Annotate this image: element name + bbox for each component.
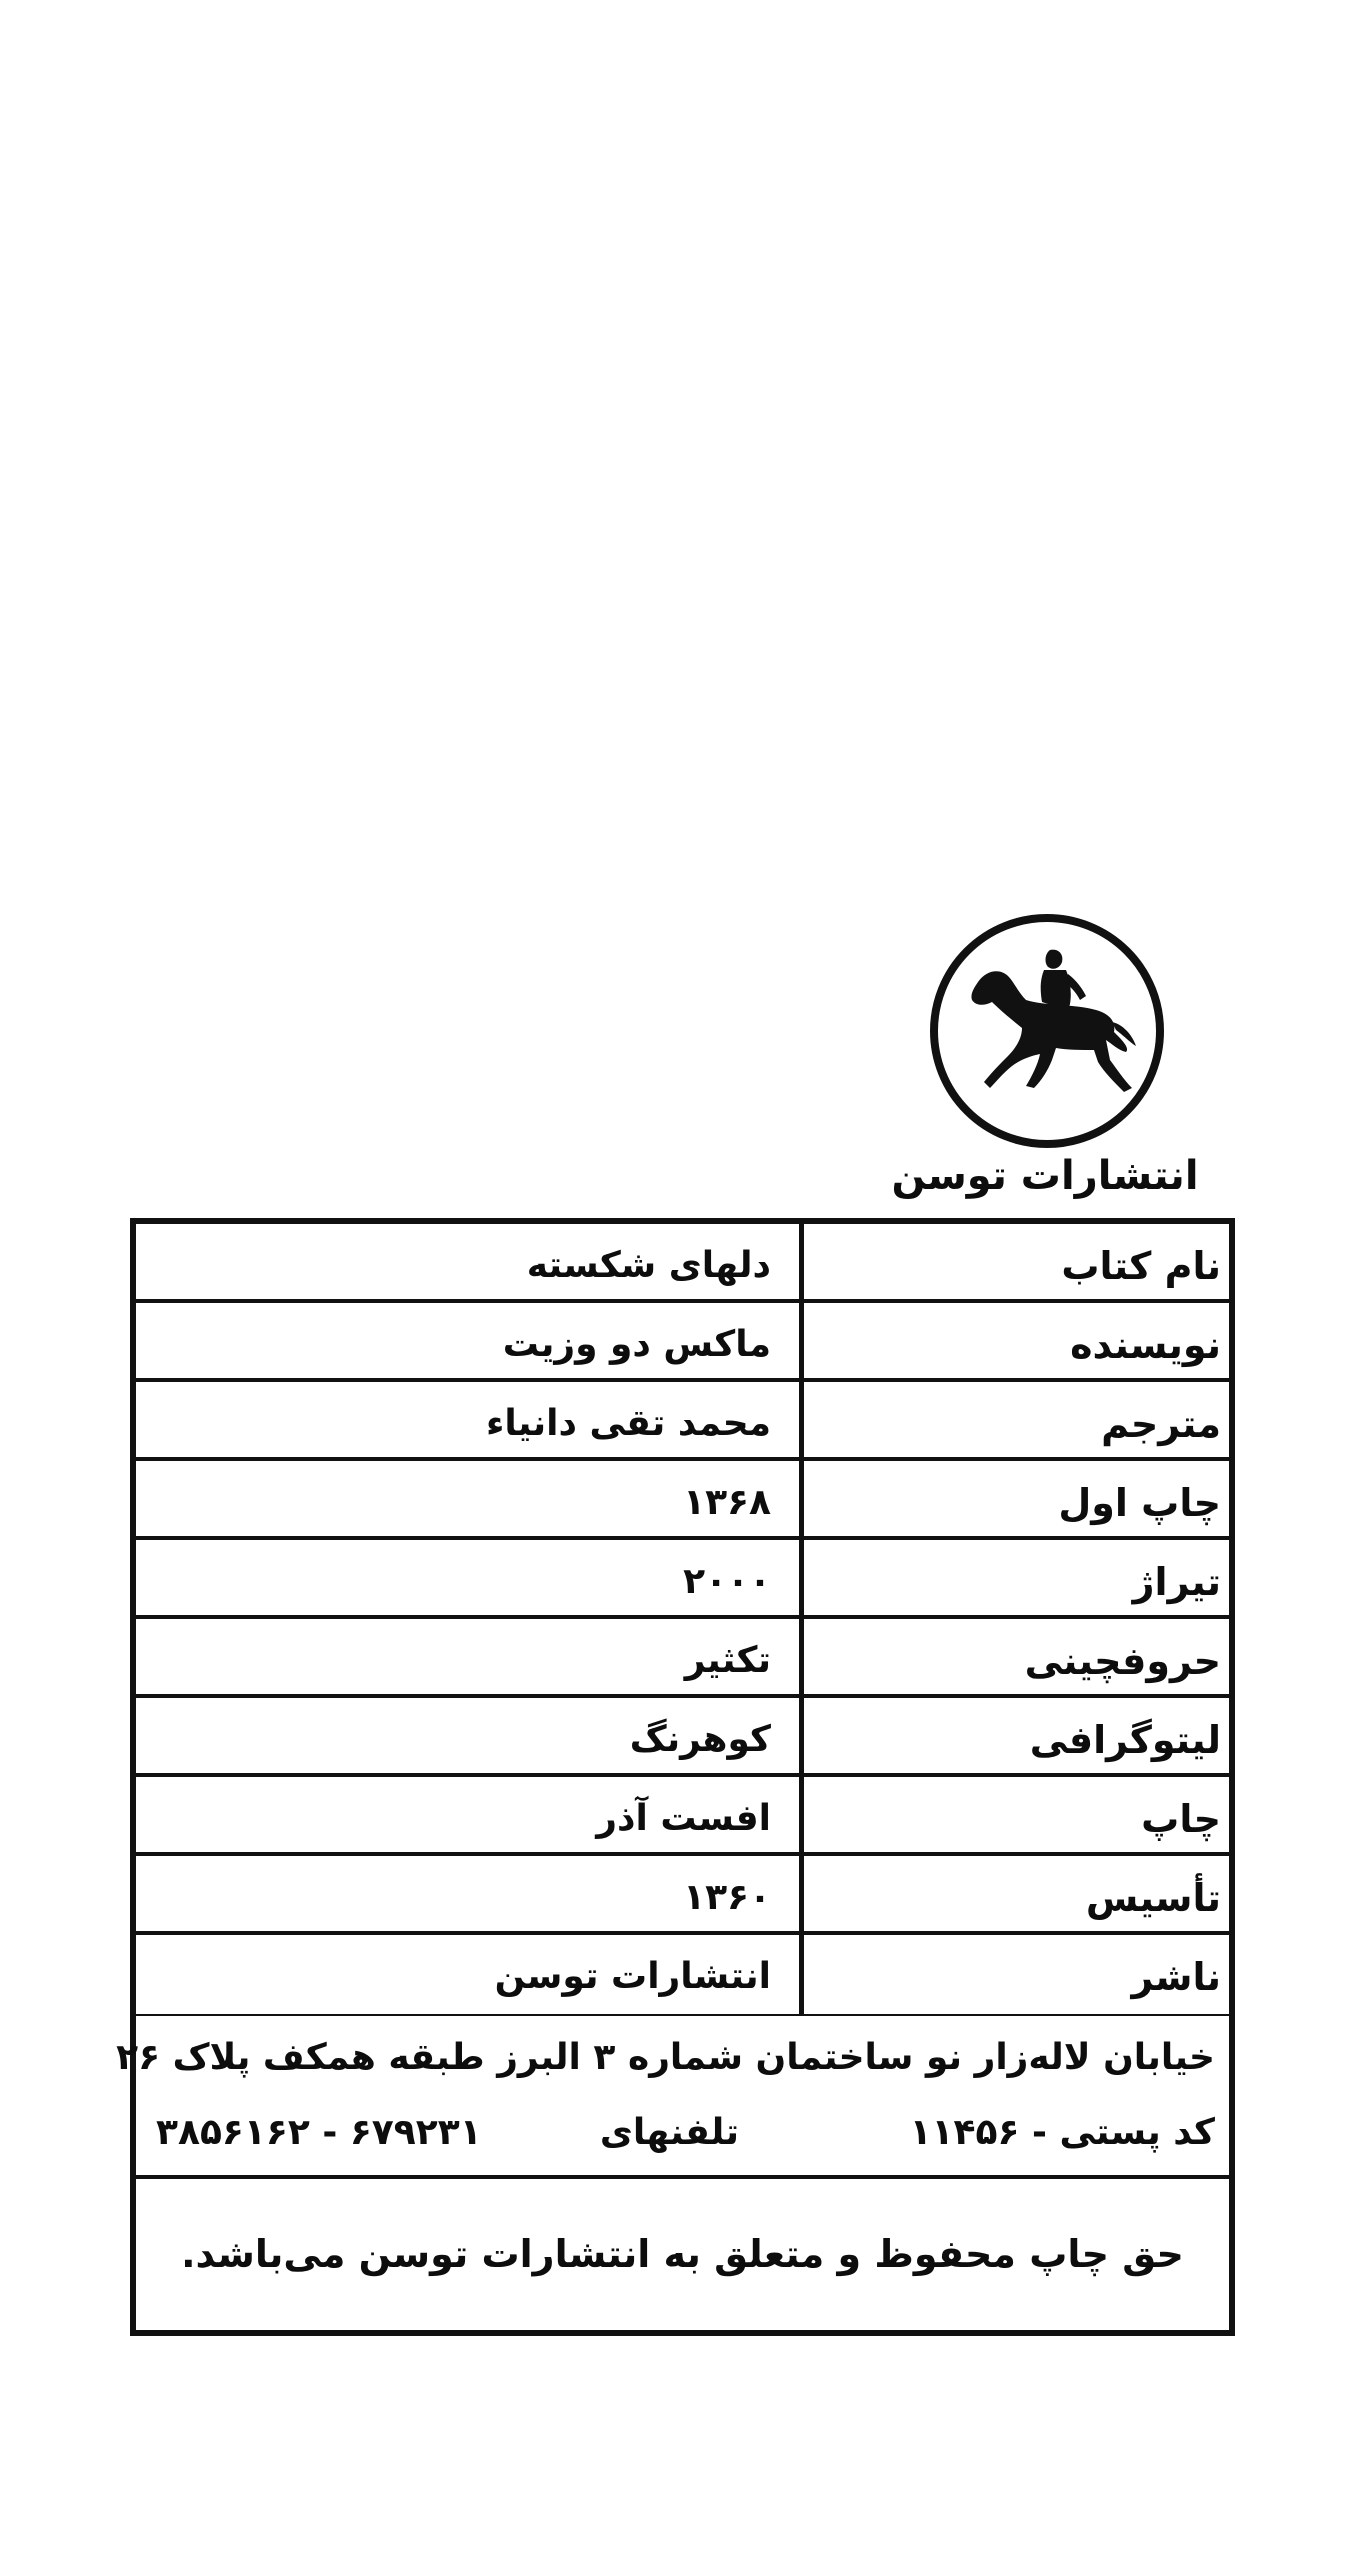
row-book-title [136,1224,1229,1303]
row-founded [136,1856,1229,1935]
row-value: ۲۰۰۰ [683,1561,771,1602]
info-rows [136,1224,1229,2014]
row-printing [136,1777,1229,1856]
row-value: تکثیر [684,1640,771,1681]
row-value: دلهای شکسته [526,1245,771,1286]
row-label: مترجم [1101,1402,1221,1446]
row-label: چاپ [1141,1797,1221,1841]
street-address: خیابان لاله‌زار نو ساختمان شماره ۳ البرز طبقه همکف پلاک ۲۶ [116,2037,1215,2078]
book-info-table [116,1218,1235,2336]
row-label: ناشر [1131,1955,1221,1999]
row-value: ۱۳۶۰ [683,1877,771,1918]
row-first-edition [136,1461,1229,1540]
publisher-name: انتشارات توسن [891,1153,1199,1199]
row-value: ۱۳۶۸ [683,1482,771,1523]
phone-numbers: ۶۷۹۲۳۱ - ۳۸۵۶۱۶۲ [156,2112,482,2153]
horse-rider-icon [926,910,1168,1152]
row-label: تیراژ [1132,1560,1221,1604]
row-label: تأسیس [1085,1876,1221,1920]
row-value: انتشارات توسن [494,1956,771,1997]
row-label: چاپ اول [1058,1481,1221,1525]
contact-line [136,2098,1229,2168]
row-value: محمد تقی دانیاء [485,1403,771,1444]
row-value: کوهرنگ [629,1719,771,1760]
row-label: نام کتاب [1061,1244,1221,1288]
row-label: حروفچینی [1024,1639,1221,1683]
copyright-notice: حق چاپ محفوظ و متعلق به انتشارات توسن می‌باشد. [181,2232,1184,2276]
address-block [116,2014,1229,2179]
row-lithography [136,1698,1229,1777]
row-label: لیتوگرافی [1029,1718,1221,1762]
row-value: ماکس دو وزیت [502,1324,771,1365]
row-value: افست آذر [596,1798,771,1839]
row-label: نویسنده [1070,1323,1221,1367]
postal-code: کد پستی - ۱۱۴۵۶ [909,2112,1215,2153]
phones-label: تلفنهای [599,2112,739,2153]
row-publisher [136,1935,1229,2014]
row-print-run [136,1540,1229,1619]
row-author [136,1303,1229,1382]
row-typesetting [136,1619,1229,1698]
row-translator [136,1382,1229,1461]
